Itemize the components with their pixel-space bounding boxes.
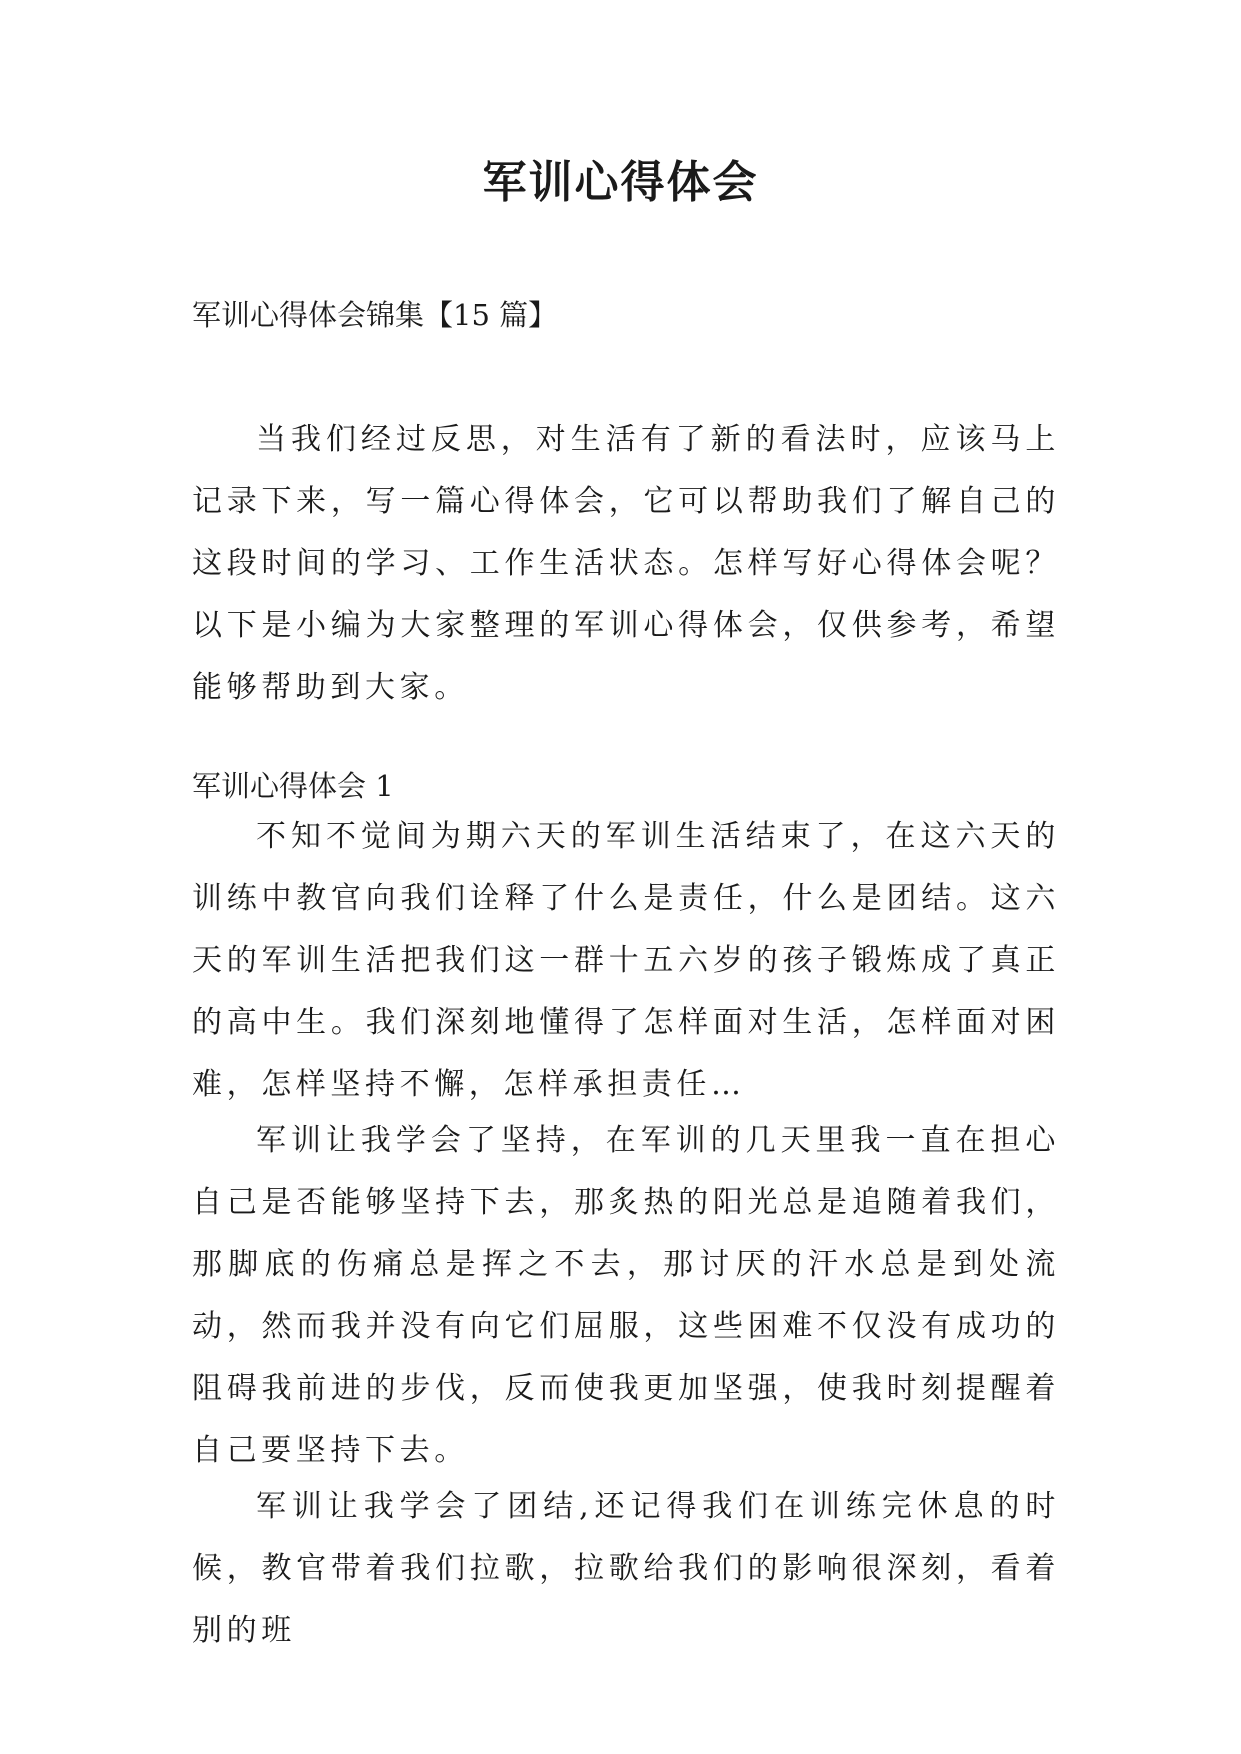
intro-paragraph: 当我们经过反思，对生活有了新的看法时，应该马上记录下来，写一篇心得体会，它可以帮助我们了解自己的这段时间的学习、工作生活状态。怎样写好心得体会呢？以下是小编为大家整理的军训心得体会，仅供参考，希望能够帮助到大家。 [192,422,1060,705]
body-paragraph: 不知不觉间为期六天的军训生活结束了，在这六天的训练中教官向我们诠释了什么是责任，什么是团结。这六天的军训生活把我们这一群十五六岁的孩子锻炼成了真正的高中生。我们深刻地懂得了怎样面对生活，怎样面对困难，怎样坚持不懈，怎样承担责任… [192,819,1060,1102]
document-title: 军训心得体会 [482,157,759,208]
body-paragraph: 军训让我学会了团结,还记得我们在训练完休息的时候，教官带着我们拉歌，拉歌给我们的影响很深刻，看着别的班 [192,1489,1060,1648]
body-paragraph: 军训让我学会了坚持，在军训的几天里我一直在担心自己是否能够坚持下去，那炙热的阳光总是追随着我们，那脚底的伤痛总是挥之不去，那讨厌的汗水总是到处流动，然而我并没有向它们屈服，这些困难不仅没有成功的阻碍我前进的步伐，反而使我更加坚强，使我时刻提醒着自己要坚持下去。 [192,1123,1060,1468]
document-subtitle: 军训心得体会锦集【15 篇】 [192,298,558,332]
section-heading: 军训心得体会 1 [192,769,394,803]
